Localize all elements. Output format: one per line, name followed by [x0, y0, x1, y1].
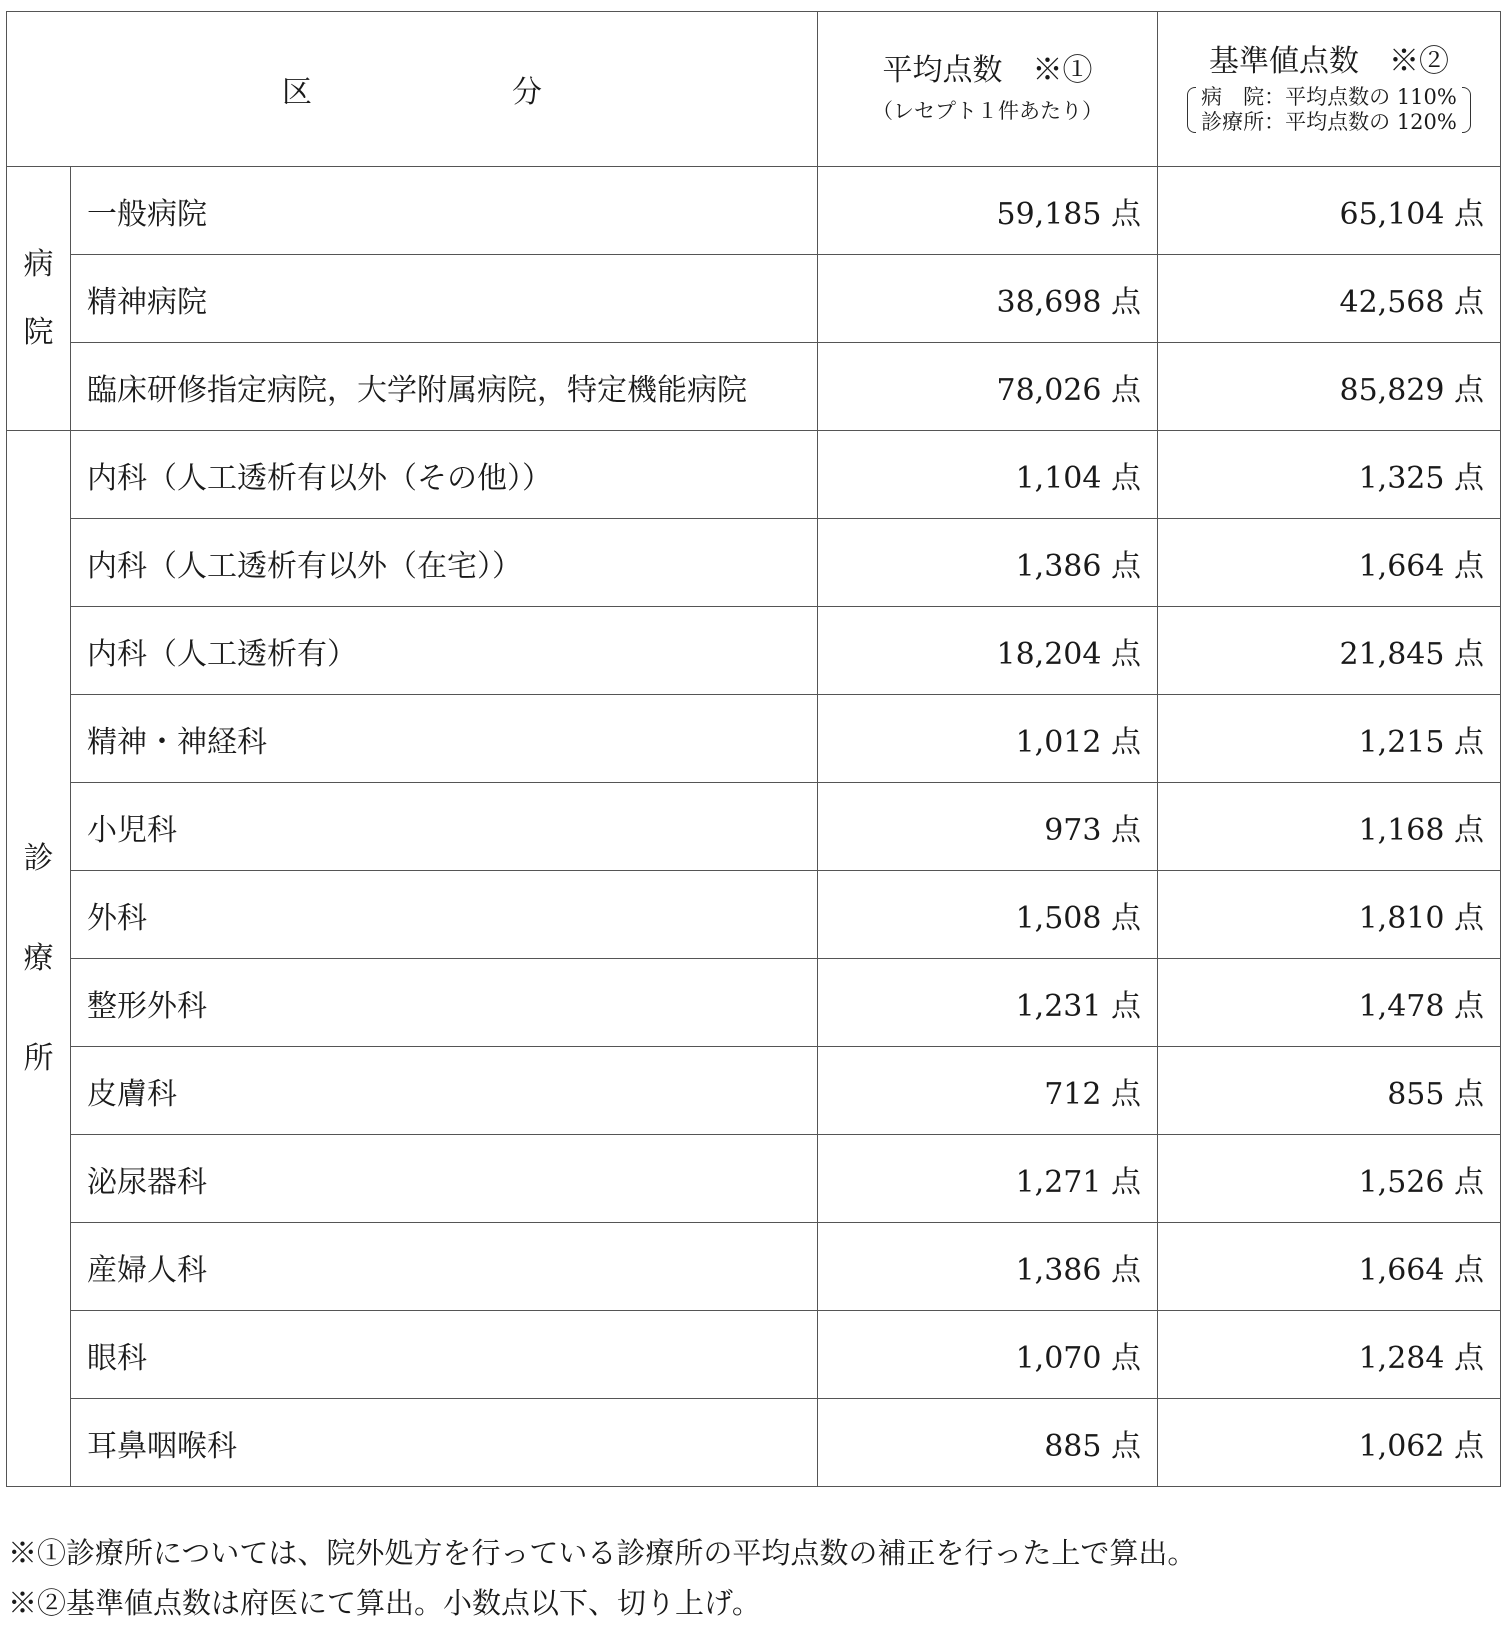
- standard-points-cell: 65,104 点: [1158, 167, 1501, 255]
- standard-points-title: 基準値点数 ※②: [1209, 44, 1449, 79]
- row-label: 産婦人科: [71, 1223, 818, 1311]
- table-row: [7, 695, 1501, 783]
- category-header-char-1: 区: [282, 75, 312, 110]
- standard-points-hospital-rule: 病 院：平均点数の 110%: [1201, 85, 1457, 109]
- row-label: 精神・神経科: [71, 695, 818, 783]
- average-points-cell: 712 点: [818, 1047, 1158, 1135]
- average-points-subtitle: （レセプト１件あたり）: [872, 99, 1103, 123]
- standard-points-cell: 85,829 点: [1158, 343, 1501, 431]
- row-label: 整形外科: [71, 959, 818, 1047]
- table-row: [7, 1311, 1501, 1399]
- row-label: 内科（人工透析有以外（在宅））: [71, 519, 818, 607]
- standard-points-header: [1158, 12, 1501, 167]
- standard-points-cell: 1,478 点: [1158, 959, 1501, 1047]
- average-points-cell: 1,386 点: [818, 519, 1158, 607]
- table-row: [7, 959, 1501, 1047]
- table-row: [7, 519, 1501, 607]
- average-points-cell: 1,508 点: [818, 871, 1158, 959]
- standard-points-cell: 855 点: [1158, 1047, 1501, 1135]
- row-label: 内科（人工透析有）: [71, 607, 818, 695]
- table-row: [7, 1223, 1501, 1311]
- row-label: 臨床研修指定病院，大学附属病院，特定機能病院: [71, 343, 818, 431]
- group-label: 診療所: [23, 840, 54, 1076]
- table-row: [7, 607, 1501, 695]
- average-points-cell: 38,698 点: [818, 255, 1158, 343]
- table-row: [7, 783, 1501, 871]
- table-row: [7, 167, 1501, 255]
- header-row: [7, 12, 1501, 167]
- category-header: [7, 12, 818, 167]
- average-points-cell: 1,070 点: [818, 1311, 1158, 1399]
- row-label: 精神病院: [71, 255, 818, 343]
- row-label: 耳鼻咽喉科: [71, 1399, 818, 1487]
- average-points-cell: 973 点: [818, 783, 1158, 871]
- average-points-cell: 885 点: [818, 1399, 1158, 1487]
- average-points-cell: 1,231 点: [818, 959, 1158, 1047]
- standard-points-cell: 1,664 点: [1158, 519, 1501, 607]
- standard-points-clinic-rule: 診療所：平均点数の 120%: [1201, 110, 1457, 134]
- row-label: 一般病院: [71, 167, 818, 255]
- standard-points-cell: 1,664 点: [1158, 1223, 1501, 1311]
- row-label: 眼科: [71, 1311, 818, 1399]
- standard-points-cell: 1,284 点: [1158, 1311, 1501, 1399]
- points-table: [6, 11, 1501, 1487]
- group-hospital: [7, 167, 71, 431]
- right-bracket-icon: [1462, 87, 1471, 133]
- average-points-cell: 1,386 点: [818, 1223, 1158, 1311]
- average-points-cell: 78,026 点: [818, 343, 1158, 431]
- group-clinic: [7, 431, 71, 1487]
- average-points-cell: 18,204 点: [818, 607, 1158, 695]
- average-points-cell: 1,012 点: [818, 695, 1158, 783]
- average-points-title: 平均点数 ※①: [882, 53, 1093, 88]
- standard-points-bracket-note: [1187, 85, 1471, 135]
- standard-points-cell: 1,215 点: [1158, 695, 1501, 783]
- average-points-cell: 59,185 点: [818, 167, 1158, 255]
- group-label: 病院: [23, 246, 54, 350]
- table-row: [7, 871, 1501, 959]
- table-row: [7, 1135, 1501, 1223]
- table-row: [7, 1047, 1501, 1135]
- standard-points-cell: 42,568 点: [1158, 255, 1501, 343]
- average-points-header: [818, 12, 1158, 167]
- row-label: 内科（人工透析有以外（その他））: [71, 431, 818, 519]
- footnotes: [8, 1528, 1196, 1628]
- table-row: [7, 343, 1501, 431]
- average-points-cell: 1,104 点: [818, 431, 1158, 519]
- row-label: 小児科: [71, 783, 818, 871]
- standard-points-cell: 1,526 点: [1158, 1135, 1501, 1223]
- table-row: [7, 431, 1501, 519]
- standard-points-cell: 21,845 点: [1158, 607, 1501, 695]
- standard-points-cell: 1,325 点: [1158, 431, 1501, 519]
- row-label: 外科: [71, 871, 818, 959]
- standard-points-cell: 1,810 点: [1158, 871, 1501, 959]
- standard-points-cell: 1,168 点: [1158, 783, 1501, 871]
- standard-points-cell: 1,062 点: [1158, 1399, 1501, 1487]
- average-points-cell: 1,271 点: [818, 1135, 1158, 1223]
- footnote-1: ※①診療所については、院外処方を行っている診療所の平均点数の補正を行った上で算出。: [8, 1536, 1197, 1570]
- footnote-2: ※②基準値点数は府医にて算出。小数点以下、切り上げ。: [8, 1586, 761, 1620]
- row-label: 皮膚科: [71, 1047, 818, 1135]
- left-bracket-icon: [1187, 87, 1196, 133]
- category-header-char-2: 分: [512, 75, 542, 110]
- row-label: 泌尿器科: [71, 1135, 818, 1223]
- table-row: [7, 255, 1501, 343]
- table-row: [7, 1399, 1501, 1487]
